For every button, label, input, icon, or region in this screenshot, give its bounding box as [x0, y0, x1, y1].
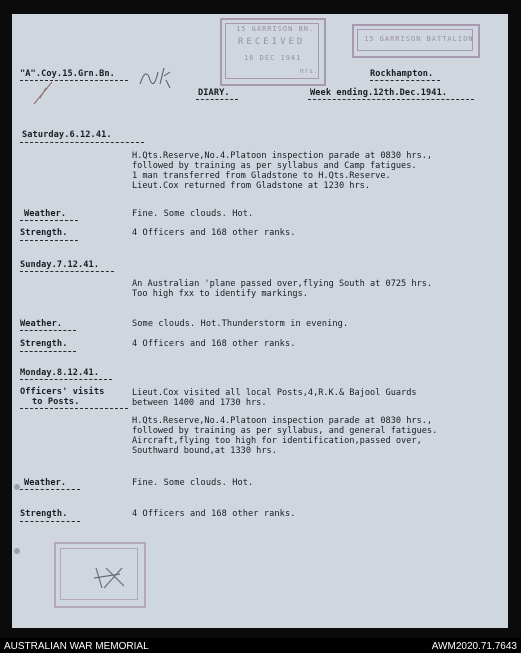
weather-value: Fine. Some clouds. Hot.: [132, 209, 254, 219]
received-stamp-line4: Hrs.: [300, 68, 319, 75]
strength-value: 4 Officers and 168 other ranks.: [132, 339, 296, 349]
unit-name: "A".Coy.15.Grn.Bn.: [20, 69, 115, 79]
strength-value: 4 Officers and 168 other ranks.: [132, 509, 296, 519]
received-stamp-line2: RECEIVED: [238, 37, 306, 47]
strength-label: Strength.: [20, 228, 68, 238]
entry-line: 1 man transferred from Gladstone to H.Qts.Reserve.: [132, 171, 391, 181]
entry-line: between 1400 and 1730 hrs.: [132, 398, 267, 408]
day-heading-saturday: Saturday.6.12.41.: [22, 130, 112, 140]
entry-line: Lieut.Cox returned from Gladstone at 1230 hrs.: [132, 181, 370, 191]
diary-page: [12, 14, 508, 628]
strength-label: Strength.: [20, 509, 68, 519]
strength-value: 4 Officers and 168 other ranks.: [132, 228, 296, 238]
strength-rule: [20, 521, 80, 522]
officers-visits-label-2: to Posts.: [32, 397, 80, 407]
document-title: DIARY.: [198, 88, 230, 98]
sunday-rule: [20, 271, 114, 272]
week-underline: [308, 99, 474, 100]
weather-label: Weather.: [24, 478, 67, 488]
entry-line: An Australian 'plane passed over,flying South at 0725 hrs.: [132, 279, 433, 289]
weather-label: Weather.: [20, 319, 63, 329]
received-stamp-line3: 16 DEC 1941: [244, 54, 302, 62]
weather-rule: [20, 330, 76, 331]
officers-visits-label: Officers' visits: [20, 387, 105, 397]
weather-rule: [20, 489, 80, 490]
day-heading-sunday: Sunday.7.12.41.: [20, 260, 100, 270]
received-stamp-line1: 15 GARRISON BN.: [236, 25, 315, 33]
sunday-entry: [132, 279, 432, 299]
visits-entry: [132, 388, 417, 408]
entry-line: followed by training as per syllabus and Camp fatigues.: [132, 161, 417, 171]
saturday-rule: [20, 142, 144, 143]
weather-value: Fine. Some clouds. Hot.: [132, 478, 254, 488]
pencil-mark: [30, 78, 70, 108]
footer-archive-name: AUSTRALIAN WAR MEMORIAL: [4, 641, 149, 652]
weather-label: Weather.: [24, 209, 67, 219]
weather-rule: [20, 220, 78, 221]
entry-line: Too high fxx to identify markings.: [132, 289, 308, 299]
strength-rule: [20, 351, 76, 352]
title-underline: [196, 99, 238, 100]
week-ending: Week ending.12th.Dec.1941.: [310, 88, 448, 98]
visits-rule: [20, 408, 128, 409]
entry-line: Lieut.Cox visited all local Posts,4,R.K.& Bajool Guards: [132, 388, 417, 398]
monday-rule: [20, 379, 112, 380]
battalion-stamp: [352, 24, 480, 58]
unit-underline: [20, 80, 128, 81]
saturday-entry: [132, 151, 432, 191]
strength-label: Strength.: [20, 339, 68, 349]
location: Rockhampton.: [370, 69, 434, 79]
footer-accession-number: AWM2020.71.7643: [431, 641, 517, 652]
received-stamp: [220, 18, 326, 86]
bottom-handwritten-initials: [90, 562, 130, 592]
location-underline: [370, 80, 440, 81]
entry-line: followed by training as per syllabus, and general fatigues.: [132, 426, 438, 436]
entry-line: Aircraft,flying too high for identification,passed over,: [132, 436, 422, 446]
binder-hole: [14, 548, 20, 554]
day-heading-monday: Monday.8.12.41.: [20, 368, 100, 378]
entry-line: H.Qts.Reserve,No.4.Platoon inspection parade at 0830 hrs.,: [132, 416, 433, 426]
handwritten-initials: [136, 62, 176, 92]
weather-value: Some clouds. Hot.Thunderstorm in evening.: [132, 319, 349, 329]
entry-line: H.Qts.Reserve,No.4.Platoon inspection parade at 0830 hrs.,: [132, 151, 433, 161]
battalion-stamp-text: 15 GARRISON BATTALION: [364, 35, 474, 43]
binder-hole: [14, 484, 20, 490]
strength-rule: [20, 240, 78, 241]
entry-line: Southward bound,at 1330 hrs.: [132, 446, 277, 456]
monday-entry: [132, 416, 437, 456]
